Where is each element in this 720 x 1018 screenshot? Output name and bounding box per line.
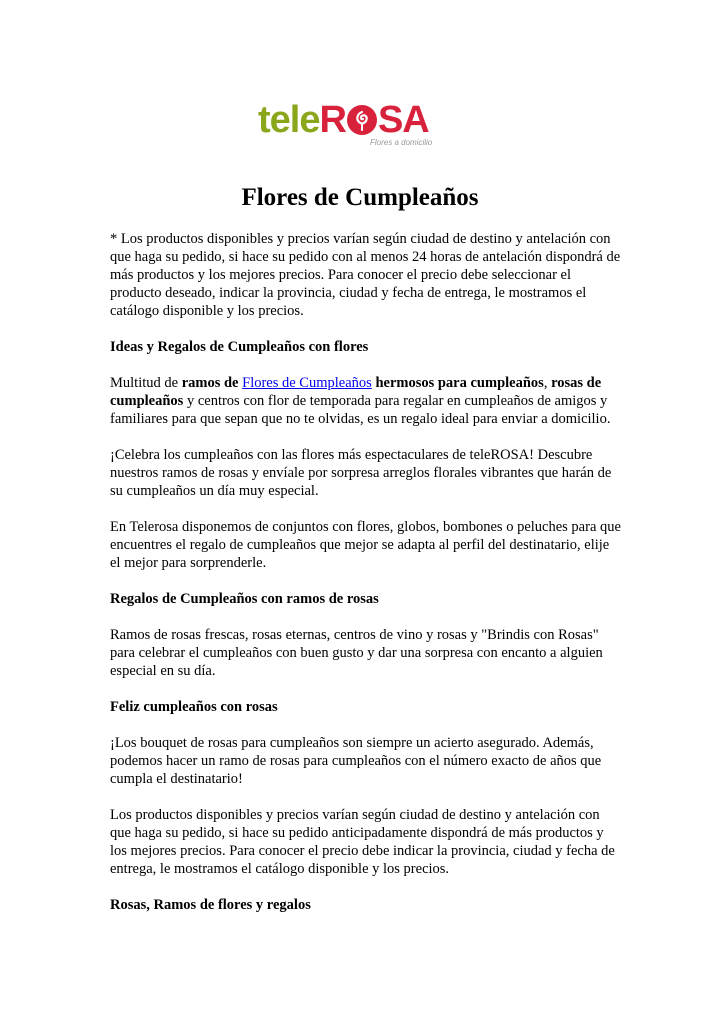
page-title: Flores de Cumpleaños — [241, 184, 479, 211]
logo-rosa-r: R — [319, 99, 346, 141]
sets-paragraph: En Telerosa disponemos de conjuntos con flores, globos, bombones o peluches para que encuentres el regalo de cumpleaños que mejor se adapta al perfil del destinatario, elije el mejor para sorprenderle. — [110, 519, 621, 571]
disclaimer-paragraph: * Los productos disponibles y precios varían según ciudad de destino y antelación con que haga su pedido, si hace su pedido con al menos 24 horas de antelación dispondrá de más productos y los mejores precios. Para conocer el precio debe seleccionar el producto deseado, indicar la provincia, ciudad y fecha de entrega, le mostramos el catálogo disponible y los precios. — [110, 231, 621, 319]
availability-paragraph: Los productos disponibles y precios varían según ciudad de destino y antelación con que haga su pedido, si hace su pedido anticipadamente dispondrá de más productos y los mejores precios. Para conocer el precio debe indicar la provincia, ciudad y fecha de entrega, le mostramos el catálogo disponible y los precios. — [110, 807, 615, 877]
section-heading-regalos: Regalos de Cumpleaños con ramos de rosas — [110, 591, 379, 607]
intro-text-2: , — [543, 375, 552, 391]
flores-cumpleanos-link[interactable]: Flores de Cumpleaños — [242, 375, 372, 391]
telerosa-logo — [258, 98, 458, 154]
intro-text-3: y centros con flor de temporada para regalar en cumpleaños de amigos y familiares para que sepan que no te olvidas, es un regalo ideal para enviar a domicilio. — [110, 393, 611, 427]
intro-text-1: Multitud de — [110, 375, 182, 391]
section-heading-feliz: Feliz cumpleaños con rosas — [110, 699, 278, 715]
intro-bold-2: hermosos para cumpleaños — [375, 375, 544, 391]
celebrate-paragraph: ¡Celebra los cumpleaños con las flores más espectaculares de teleROSA! Descubre nuestros ramos de rosas y envíale por sorpresa arreglos florales vibrantes que harán de su cumpleaños un día muy especial. — [110, 447, 612, 499]
intro-bold-3: rosas de cumpleaños — [110, 375, 602, 409]
logo-tele-text: tele — [258, 99, 320, 141]
rose-icon — [347, 105, 377, 135]
section-heading-rosas: Rosas, Ramos de flores y regalos — [110, 897, 311, 913]
section-heading-ideas: Ideas y Regalos de Cumpleaños con flores — [110, 339, 369, 355]
roses-paragraph: Ramos de rosas frescas, rosas eternas, centros de vino y rosas y "Brindis con Rosas" para celebrar el cumpleaños con buen gusto y dar una sorpresa con encanto a alguien especial en su día. — [110, 627, 603, 679]
logo-wordmark — [258, 98, 429, 142]
logo-tagline: Flores a domicilio — [370, 138, 433, 147]
logo-rosa-sa: SA — [377, 99, 429, 141]
bouquet-paragraph: ¡Los bouquet de rosas para cumpleaños son siempre un acierto asegurado. Además, podemos hacer un ramo de rosas para cumpleaños con el número exacto de años que cumpla el destinatario! — [110, 735, 602, 787]
intro-paragraph — [110, 374, 622, 428]
article-body — [110, 230, 622, 932]
intro-bold-1: ramos de — [181, 375, 239, 391]
